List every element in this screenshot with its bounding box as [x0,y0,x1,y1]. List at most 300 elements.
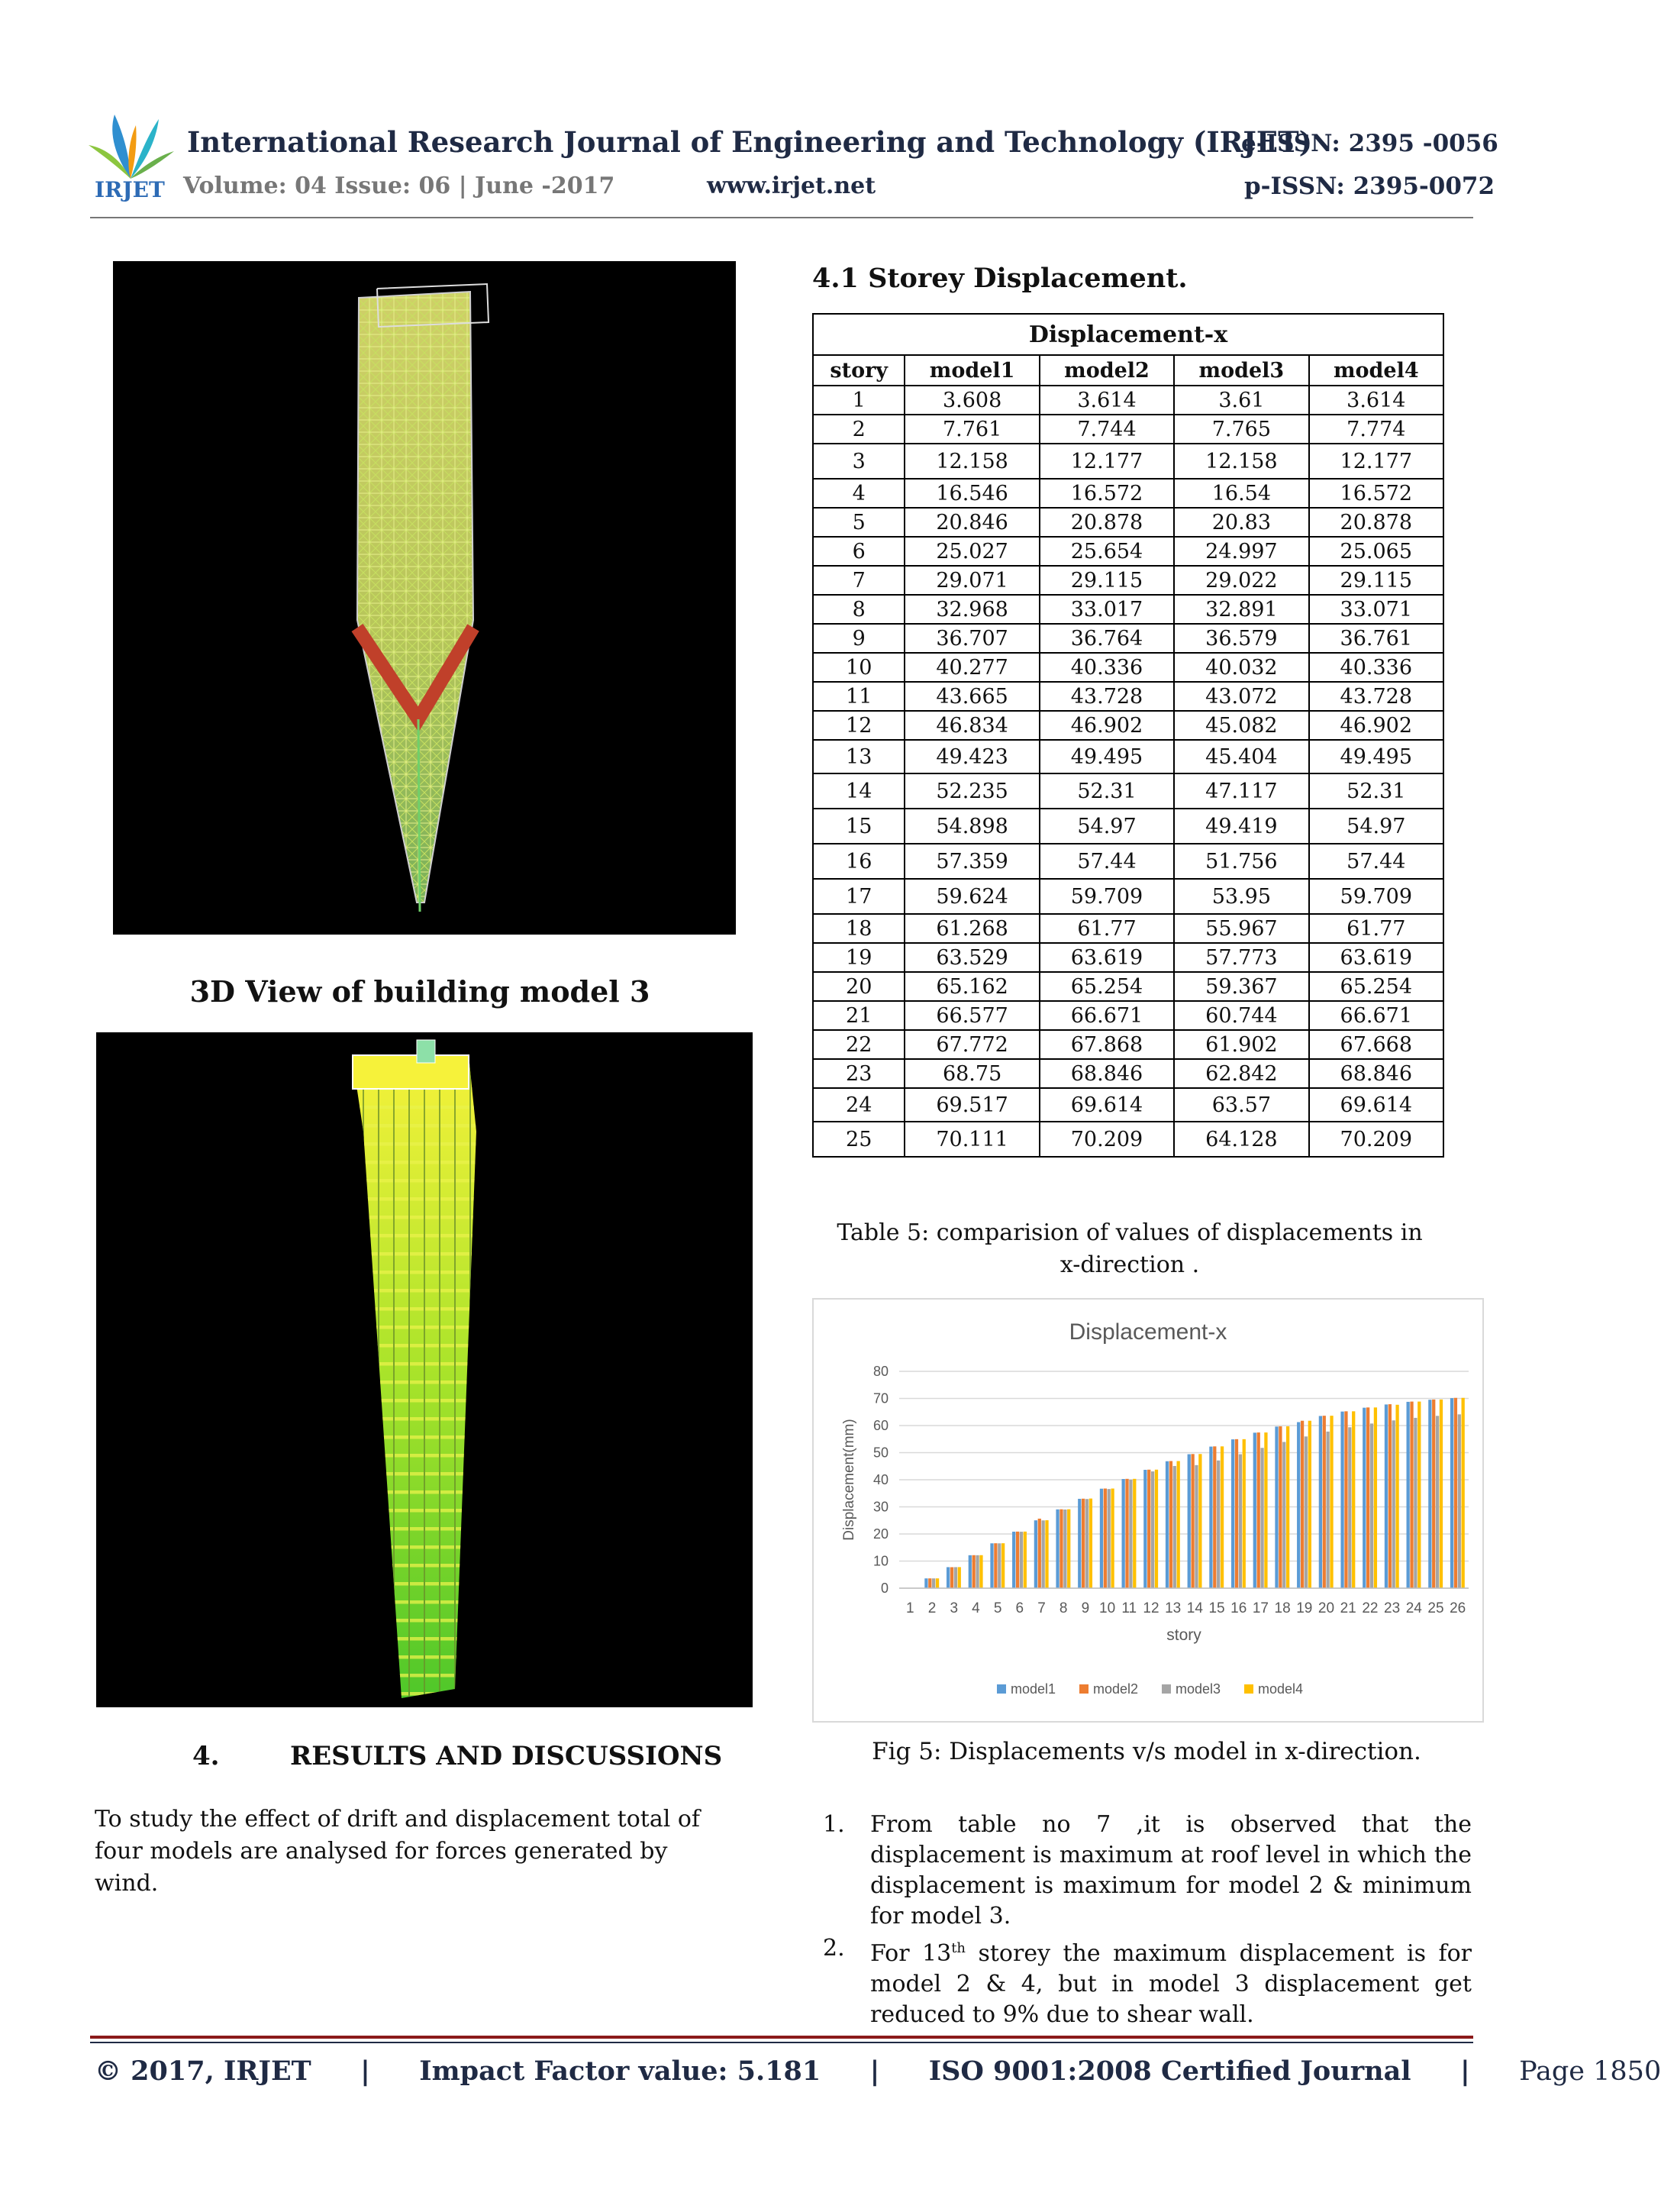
table-cell: 33.071 [1309,595,1443,624]
x-tick-label: 18 [1274,1600,1291,1616]
table-cell: 49.495 [1309,740,1443,773]
x-tick-label: 20 [1318,1600,1335,1616]
bar-model2 [1388,1404,1392,1588]
table-cell: 17 [813,879,905,914]
table-cell: 29.115 [1309,566,1443,595]
bar-model4 [1221,1446,1224,1588]
table-row [813,711,1443,740]
y-axis-label: Displacement(mm) [841,1419,857,1541]
table-cell: 67.868 [1040,1030,1174,1059]
bar-model4 [1198,1454,1201,1588]
legend-label: model3 [1176,1681,1221,1697]
table-cell: 43.728 [1309,682,1443,711]
chart-title: Displacement-x [1069,1319,1227,1345]
table-cell: 51.756 [1174,844,1308,879]
bar-model4 [936,1578,939,1588]
displacement-table [812,313,1444,1158]
superscript: th [951,1940,966,1956]
table-cell: 12.158 [905,444,1039,479]
bar-model4 [1024,1532,1027,1588]
table-cell: 29.071 [905,566,1039,595]
bar-model4 [1462,1398,1465,1588]
table-cell: 25.654 [1040,537,1174,566]
bar-model4 [1177,1461,1180,1588]
table-cell: 3.608 [905,386,1039,415]
bar-model4 [1286,1426,1289,1588]
footer-separator: | [1459,2055,1470,2087]
bar-model2 [994,1543,997,1588]
footer-iso: ISO 9001:2008 Certified Journal [928,2055,1411,2087]
table-cell: 33.017 [1040,595,1174,624]
bar-model2 [972,1555,976,1588]
table-cell: 20.878 [1309,508,1443,537]
table-cell: 24 [813,1088,905,1122]
bar-model4 [1374,1407,1377,1588]
table-cell: 52.31 [1309,773,1443,809]
table-cell: 69.614 [1309,1088,1443,1122]
bar-model1 [1428,1400,1431,1588]
bar-model1 [969,1555,972,1588]
table-cell: 25.065 [1309,537,1443,566]
bar-model4 [1133,1479,1136,1588]
x-tick-label: 25 [1427,1600,1444,1616]
p-issn: p-ISSN: 2395-0072 [1244,173,1495,200]
x-tick-label: 14 [1186,1600,1203,1616]
table-cell: 12.177 [1309,444,1443,479]
table-cell: 7.765 [1174,415,1308,444]
table-cell: 46.902 [1309,711,1443,740]
bar-model1 [1034,1520,1037,1588]
table-cell: 61.77 [1309,914,1443,943]
table-cell: 63.57 [1174,1088,1308,1122]
bar-model1 [1319,1416,1322,1588]
table-row [813,1088,1443,1122]
bar-model4 [1155,1470,1158,1588]
bar-model2 [1082,1499,1085,1588]
table-row [813,1122,1443,1157]
table-cell: 59.367 [1174,972,1308,1001]
bar-model4 [1243,1439,1246,1588]
table-cell: 68.846 [1040,1059,1174,1088]
table-cell: 69.517 [905,1088,1039,1122]
x-tick-label: 24 [1405,1600,1422,1616]
bar-model1 [990,1543,993,1588]
table-cell: 54.898 [905,809,1039,844]
bar-model1 [1275,1426,1278,1588]
bar-model1 [1209,1447,1212,1588]
bar-model3 [1305,1436,1308,1588]
y-tick-label: 10 [872,1553,889,1569]
table-cell: 60.744 [1174,1001,1308,1030]
table-cell: 32.891 [1174,595,1308,624]
bar-model4 [979,1555,982,1588]
bar-model2 [1410,1402,1413,1588]
table-row [813,682,1443,711]
table-caption: Table 5: comparision of values of displacements in x-direction . [837,1219,1423,1278]
table-cell: 40.336 [1040,653,1174,682]
bar-model2 [1104,1488,1107,1588]
table-cell: 12.158 [1174,444,1308,479]
table-cell: 25 [813,1122,905,1157]
table-cell: 36.761 [1309,624,1443,653]
bar-model1 [1078,1499,1081,1588]
table-cell: 65.162 [905,972,1039,1001]
bar-model3 [1436,1416,1439,1588]
x-tick-label: 6 [1015,1600,1024,1616]
table-cell: 70.209 [1309,1122,1443,1157]
table-cell: 49.419 [1174,809,1308,844]
x-tick-label: 4 [972,1600,980,1616]
table-cell: 47.117 [1174,773,1308,809]
table-cell: 3.614 [1309,386,1443,415]
building-model-3-image [113,261,736,935]
bar-model3 [1217,1461,1220,1588]
table-row [813,1059,1443,1088]
table-body [813,386,1443,1157]
footer-page-number: Page 1850 [1519,2056,1661,2087]
table-cell: 45.404 [1174,740,1308,773]
volume-issue: Volume: 04 Issue: 06 | June -2017 [183,173,615,199]
legend-label: model4 [1258,1681,1304,1697]
table-cell: 40.277 [905,653,1039,682]
table-row [813,508,1443,537]
y-tick-label: 30 [872,1499,889,1515]
x-tick-label: 1 [906,1600,914,1616]
bar-model2 [1213,1446,1216,1588]
y-tick-label: 80 [872,1364,889,1379]
footer [95,2055,1661,2087]
x-axis-label: story [1166,1626,1201,1644]
x-tick-label: 22 [1362,1600,1379,1616]
figure-caption: Fig 5: Displacements v/s model in x-direction. [872,1738,1421,1765]
bar-model1 [1253,1432,1256,1588]
x-tick-label: 16 [1230,1600,1247,1616]
bar-model2 [928,1578,931,1588]
list-item [823,1810,1472,1932]
table-cell: 1 [813,386,905,415]
bar-model1 [1143,1470,1147,1588]
table-cell: 7 [813,566,905,595]
table-cell: 8 [813,595,905,624]
x-tick-label: 8 [1059,1600,1068,1616]
results-title: RESULTS AND DISCUSSIONS [290,1741,723,1771]
bar-model4 [1001,1543,1005,1588]
y-tick-label: 70 [872,1390,889,1406]
bar-model4 [1417,1402,1421,1588]
list-number: 1. [823,1811,845,1838]
bar-model3 [1392,1420,1395,1588]
table-row [813,386,1443,415]
table-cell: 66.577 [905,1001,1039,1030]
table-cell: 57.44 [1309,844,1443,879]
table-row [813,595,1443,624]
bar-model4 [1045,1520,1048,1588]
building-model-render [96,1032,753,1707]
table-cell: 6 [813,537,905,566]
bar-model1 [1231,1439,1234,1588]
bar-model1 [1056,1510,1059,1588]
table-cell: 70.111 [905,1122,1039,1157]
bar-model2 [1257,1432,1260,1588]
table-cell: 18 [813,914,905,943]
table-cell: 23 [813,1059,905,1088]
table-cell: 61.268 [905,914,1039,943]
table-cell: 16.54 [1174,479,1308,508]
x-tick-label: 10 [1099,1600,1116,1616]
table-cell: 63.529 [905,943,1039,972]
table-cell: 57.359 [905,844,1039,879]
table-row [813,653,1443,682]
x-tick-label: 3 [950,1600,959,1616]
x-tick-label: 11 [1121,1600,1137,1616]
bar-model2 [1191,1454,1194,1588]
column-header: model2 [1040,355,1174,386]
bar-model2 [1038,1519,1041,1588]
x-tick-label: 15 [1208,1600,1225,1616]
table-cell: 16.546 [905,479,1039,508]
bar-model3 [1348,1427,1351,1588]
table-row [813,415,1443,444]
table-row [813,566,1443,595]
bar-model4 [1395,1405,1398,1588]
bar-model3 [1020,1532,1023,1588]
table-cell: 66.671 [1309,1001,1443,1030]
table-cell: 2 [813,415,905,444]
bar-model3 [1042,1520,1045,1588]
bar-model2 [1016,1532,1019,1588]
table-row [813,844,1443,879]
table-row [813,809,1443,844]
header-divider [90,217,1473,218]
legend-swatch [1244,1684,1253,1694]
table-cell: 52.31 [1040,773,1174,809]
results-paragraph: To study the effect of drift and displacement total of four models are analysed for forces generated by wind. [95,1806,701,1897]
x-tick-label: 19 [1296,1600,1313,1616]
table-cell: 52.235 [905,773,1039,809]
bar-model2 [1301,1421,1304,1588]
table-cell: 57.773 [1174,943,1308,972]
section-title: 4.1 Storey Displacement. [812,263,1188,294]
table-row [813,1001,1443,1030]
bar-model4 [1067,1510,1070,1588]
bar-model4 [1330,1416,1333,1588]
list-text: From table no 7 ,it is observed that the displacement is maximum at roof level in which the displacement is maximum for model 2 & minimum for model 3. [870,1811,1472,1929]
bar-model2 [1169,1461,1172,1588]
table-cell: 65.254 [1040,972,1174,1001]
table-cell: 16 [813,844,905,879]
table-cell: 5 [813,508,905,537]
table-cell: 20 [813,972,905,1001]
bar-model3 [1414,1418,1417,1588]
table-cell: 43.072 [1174,682,1308,711]
table-cell: 65.254 [1309,972,1443,1001]
website-link[interactable]: www.irjet.net [707,173,876,199]
table-cell: 15 [813,809,905,844]
table-cell: 67.668 [1309,1030,1443,1059]
table-row [813,624,1443,653]
table-cell: 59.709 [1040,879,1174,914]
x-tick-label: 26 [1450,1600,1466,1616]
table-title: Displacement-x [813,314,1443,355]
bar-model2 [1235,1439,1238,1588]
x-tick-label: 17 [1252,1600,1269,1616]
table-cell: 32.968 [905,595,1039,624]
bar-model3 [1108,1489,1111,1588]
table-cell: 61.77 [1040,914,1174,943]
y-tick-label: 40 [872,1472,889,1487]
table-cell: 25.027 [905,537,1039,566]
observation-list [823,1810,1472,2032]
table-row [813,1030,1443,1059]
bar-model2 [1454,1398,1457,1588]
bar-model3 [1327,1432,1330,1588]
table-row [813,972,1443,1001]
table-cell: 63.619 [1040,943,1174,972]
table-cell: 59.709 [1309,879,1443,914]
bar-model2 [1125,1479,1128,1588]
displacement-chart [812,1298,1484,1723]
bar-model1 [1385,1404,1388,1588]
table-cell: 10 [813,653,905,682]
table-cell: 16.572 [1309,479,1443,508]
bar-model1 [924,1578,927,1588]
bar-model3 [1370,1423,1373,1588]
table-row [813,914,1443,943]
table-cell: 69.614 [1040,1088,1174,1122]
footer-divider-red [90,2036,1473,2039]
table-cell: 21 [813,1001,905,1030]
table-cell: 67.772 [905,1030,1039,1059]
table-cell: 11 [813,682,905,711]
bar-model1 [1188,1455,1191,1588]
footer-separator: | [869,2055,880,2087]
bar-model3 [1173,1466,1176,1588]
bar-model1 [1122,1479,1125,1588]
x-tick-label: 23 [1384,1600,1401,1616]
bar-model2 [1344,1411,1347,1588]
table-row [813,773,1443,809]
bar-model3 [1063,1510,1066,1588]
footer-impact-factor: Impact Factor value: 5.181 [419,2055,821,2087]
table-row [813,444,1443,479]
bar-model2 [1366,1407,1369,1588]
table-cell: 3 [813,444,905,479]
bar-model3 [1195,1465,1198,1588]
table-cell: 29.115 [1040,566,1174,595]
list-number: 2. [823,1935,845,1962]
legend-swatch [1162,1684,1171,1694]
legend-swatch [997,1684,1006,1694]
bar-model4 [1264,1432,1267,1588]
bar-model2 [1059,1510,1063,1588]
footer-divider-blue [90,2042,1473,2043]
bar-model2 [1432,1400,1435,1588]
y-tick-label: 60 [872,1418,889,1433]
table-cell: 36.707 [905,624,1039,653]
bar-model1 [1407,1402,1410,1588]
x-tick-label: 12 [1143,1600,1159,1616]
bar-model3 [1239,1455,1242,1588]
bar-model1 [1340,1412,1343,1588]
bar-model3 [1151,1471,1154,1588]
table-cell: 22 [813,1030,905,1059]
table-cell: 66.671 [1040,1001,1174,1030]
y-tick-label: 50 [872,1445,889,1461]
x-tick-label: 13 [1165,1600,1182,1616]
bar-model4 [1352,1411,1355,1588]
x-tick-label: 5 [993,1600,1002,1616]
bar-model1 [1012,1532,1015,1588]
bar-model3 [1260,1448,1263,1588]
table-header-row [813,355,1443,386]
journal-title: International Research Journal of Engineering and Technology (IRJET) [187,125,1313,159]
table-cell: 62.842 [1174,1059,1308,1088]
table-cell: 70.209 [1040,1122,1174,1157]
table-cell: 3.61 [1174,386,1308,415]
column-header: model1 [905,355,1039,386]
table-cell: 24.997 [1174,537,1308,566]
bar-model3 [954,1567,957,1588]
bar-model3 [1085,1499,1089,1588]
bar-model3 [998,1543,1001,1588]
table-cell: 20.83 [1174,508,1308,537]
y-tick-label: 20 [872,1526,889,1542]
bar-model1 [1363,1408,1366,1588]
bar-model1 [1450,1398,1453,1588]
column-header: model3 [1174,355,1308,386]
list-text-start: For 13 [870,1940,952,1967]
table-cell: 36.764 [1040,624,1174,653]
table-cell: 54.97 [1040,809,1174,844]
table-cell: 12 [813,711,905,740]
bar-model3 [932,1578,935,1588]
bar-model2 [1279,1426,1282,1588]
table-cell: 68.75 [905,1059,1039,1088]
bar-model4 [958,1567,961,1588]
list-text-end: storey the maximum displacement is for model 2 & 4, but in model 3 displacement get reduced to 9% due to shear wall. [870,1940,1472,2028]
table-cell: 7.761 [905,415,1039,444]
bar-model1 [1166,1461,1169,1588]
table-cell: 57.44 [1040,844,1174,879]
table-cell: 16.572 [1040,479,1174,508]
table-cell: 20.878 [1040,508,1174,537]
table-cell: 40.336 [1309,653,1443,682]
table-cell: 4 [813,479,905,508]
x-tick-label: 2 [927,1600,937,1616]
column-header: model4 [1309,355,1443,386]
table-row [813,943,1443,972]
bar-model2 [1147,1470,1150,1588]
table-cell: 45.082 [1174,711,1308,740]
table-cell: 20.846 [905,508,1039,537]
table-cell: 9 [813,624,905,653]
table-row [813,479,1443,508]
bar-model1 [947,1567,950,1588]
bar-model4 [1111,1488,1114,1588]
bar-model1 [1297,1422,1300,1588]
table-cell: 64.128 [1174,1122,1308,1157]
table-cell: 43.728 [1040,682,1174,711]
x-tick-label: 7 [1037,1600,1046,1616]
bar-model3 [1129,1480,1132,1588]
table-cell: 7.744 [1040,415,1174,444]
bar-model2 [1323,1416,1326,1588]
table-cell: 14 [813,773,905,809]
table-cell: 46.902 [1040,711,1174,740]
table-cell: 3.614 [1040,386,1174,415]
list-item [823,1933,1472,2030]
table-cell: 68.846 [1309,1059,1443,1088]
